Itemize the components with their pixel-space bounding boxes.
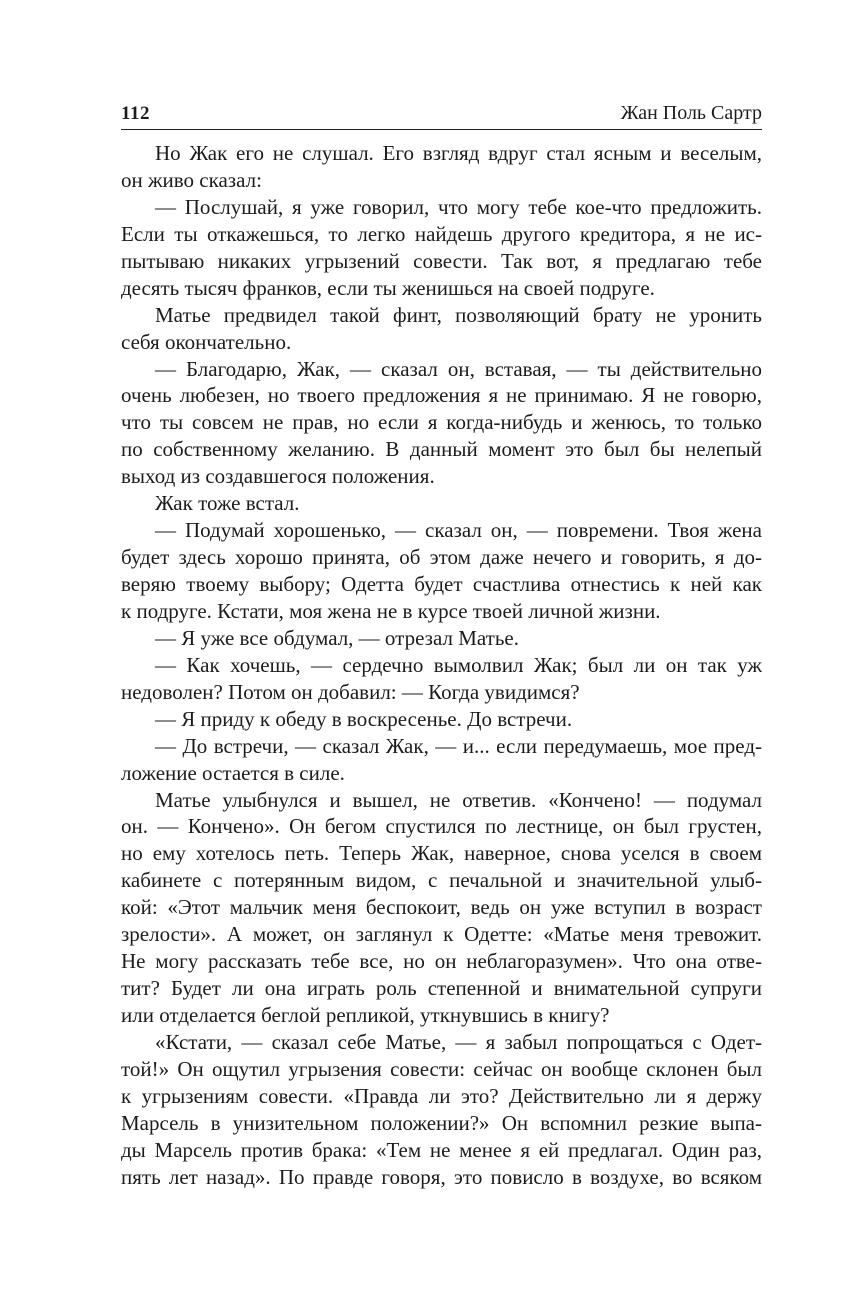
text-line: он живо сказал: (121, 167, 262, 192)
text-line: или отделается беглой репликой, уткнувшись в книгу? (121, 1003, 610, 1027)
text-line: зрелости». А может, он заглянул к Одетте: «Матье меня тревожит. (121, 922, 762, 947)
text-line: пытываю никаких угрызений совести. Так вот, я предлагаю тебе (121, 248, 762, 273)
running-header (121, 100, 762, 130)
text-line: ложение остается в силе. (121, 760, 345, 785)
page-number: 112 (121, 103, 150, 124)
text-line: пять лет назад». По правде говоря, это повисло в воздухе, во всяком (121, 1164, 762, 1189)
text-line: — Я приду к обеду в воскресенье. До встречи. (155, 706, 573, 731)
text-line: кабинете с потерянным видом, с печальной и значительной улыб- (121, 868, 762, 893)
text-line: — До встречи, — сказал Жак, — и... если передумаешь, мое пред- (155, 733, 762, 758)
text-line: Матье предвидел такой финт, позволяющий брату не уронить (155, 302, 762, 327)
text-line: — Как хочешь, — сердечно вымолвил Жак; был ли он так уж (155, 652, 762, 677)
text-line: — Благодарю, Жак, — сказал он, вставая, — ты действительно (155, 356, 762, 381)
text-line: Матье улыбнулся и вышел, не ответив. «Кончено! — подумал (155, 787, 762, 812)
text-line: веряю твоему выбору; Одетта будет счастлива отнестись к ней как (121, 572, 762, 596)
text-line: — Послушай, я уже говорил, что могу тебе кое-что предложить. (155, 194, 762, 219)
text-line: очень любезен, но твоего предложения я не принимаю. Я не говорю, (121, 383, 762, 408)
text-line: выход из создавшегося положения. (121, 464, 435, 489)
text-line: к угрызениям совести. «Правда ли это? Действительно ли я держу (121, 1083, 762, 1108)
text-line: Но Жак его не слушал. Его взгляд вдруг стал ясным и веселым, (155, 141, 762, 165)
body-text (121, 140, 762, 1191)
running-title: Жан Поль Сартр (620, 102, 762, 124)
text-line: он. — Кончено». Он бегом спустился по лестнице, он был грустен, (121, 814, 762, 839)
text-line: ды Марсель против брака: «Тем не менее я ей предлагал. Один раз, (121, 1137, 762, 1162)
text-line: Жак тоже встал. (155, 491, 300, 516)
text-line: к подруге. Кстати, моя жена не в курсе твоей личной жизни. (121, 598, 661, 623)
text-line: себя окончательно. (121, 329, 292, 354)
text-line: что ты совсем не прав, но если я когда-нибудь и женюсь, то только (121, 410, 762, 435)
text-line: той!» Он ощутил угрызения совести: сейчас он вообще склонен был (121, 1056, 762, 1081)
text-line: «Кстати, — сказал себе Матье, — я забыл попрощаться с Одет- (155, 1029, 762, 1054)
text-line: но ему хотелось петь. Теперь Жак, наверное, снова уселся в своем (121, 841, 762, 866)
text-line: по собственному желанию. В данный момент это был бы нелепый (121, 437, 762, 462)
text-line: — Я уже все обдумал, — отрезал Матье. (155, 625, 519, 650)
text-line: — Подумай хорошенько, — сказал он, — повремени. Твоя жена (155, 518, 762, 543)
text-line: Если ты откажешься, то легко найдешь другого кредитора, я не ис- (121, 221, 762, 246)
text-line: Марсель в унизительном положении?» Он вспомнил резкие выпа- (121, 1110, 762, 1135)
text-line: десять тысяч франков, если ты женишься на своей подруге. (121, 275, 655, 300)
text-line: кой: «Этот мальчик меня беспокоит, ведь он уже вступил в возраст (121, 895, 762, 920)
text-line: тит? Будет ли она играть роль степенной и внимательной супруги (121, 976, 762, 1001)
text-line: Не могу рассказать тебе все, но он неблагоразумен». Что она отве- (121, 949, 762, 974)
text-line: будет здесь хорошо принята, об этом даже нечего и говорить, я до- (121, 545, 762, 570)
text-line: недоволен? Потом он добавил: — Когда увидимся? (121, 679, 580, 704)
